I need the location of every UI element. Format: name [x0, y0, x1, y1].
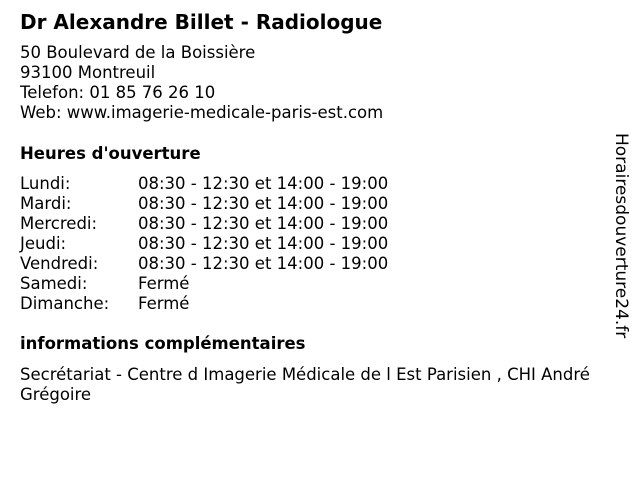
hours-day: Mardi: [20, 194, 72, 213]
address-city: 93100 Montreuil [20, 63, 156, 82]
hours-row-monday [20, 174, 388, 194]
hours-row-wednesday [20, 214, 388, 234]
hours-time: Fermé [138, 274, 190, 293]
hours-row-friday [20, 254, 388, 274]
hours-time: Fermé [138, 294, 190, 313]
address-block [20, 43, 383, 123]
hours-day: Mercredi: [20, 214, 98, 233]
additional-info-heading: informations complémentaires [20, 334, 306, 353]
hours-day: Jeudi: [20, 234, 67, 253]
opening-hours-table [20, 174, 388, 314]
hours-day: Samedi: [20, 274, 88, 293]
hours-day: Lundi: [20, 174, 71, 193]
hours-time: 08:30 - 12:30 et 14:00 - 19:00 [138, 214, 389, 233]
website: Web: www.imagerie-medicale-paris-est.com [20, 103, 384, 122]
address-street: 50 Boulevard de la Boissière [20, 43, 256, 62]
hours-row-sunday [20, 294, 388, 314]
hours-row-thursday [20, 234, 388, 254]
phone-number: Telefon: 01 85 76 26 10 [20, 83, 216, 102]
hours-row-saturday [20, 274, 388, 294]
page-title: Dr Alexandre Billet - Radiologue [20, 10, 383, 34]
opening-hours-heading: Heures d'ouverture [20, 144, 201, 163]
hours-time: 08:30 - 12:30 et 14:00 - 19:00 [138, 234, 389, 253]
additional-info-text: Secrétariat - Centre d Imagerie Médicale de l Est Parisien , CHI André Grégoire [20, 365, 590, 404]
hours-day: Dimanche: [20, 294, 110, 313]
hours-time: 08:30 - 12:30 et 14:00 - 19:00 [138, 254, 389, 273]
hours-day: Vendredi: [20, 254, 99, 273]
hours-time: 08:30 - 12:30 et 14:00 - 19:00 [138, 194, 389, 213]
hours-time: 08:30 - 12:30 et 14:00 - 19:00 [138, 174, 389, 193]
site-watermark: Horairesdouverture24.fr [611, 133, 631, 339]
hours-row-tuesday [20, 194, 388, 214]
